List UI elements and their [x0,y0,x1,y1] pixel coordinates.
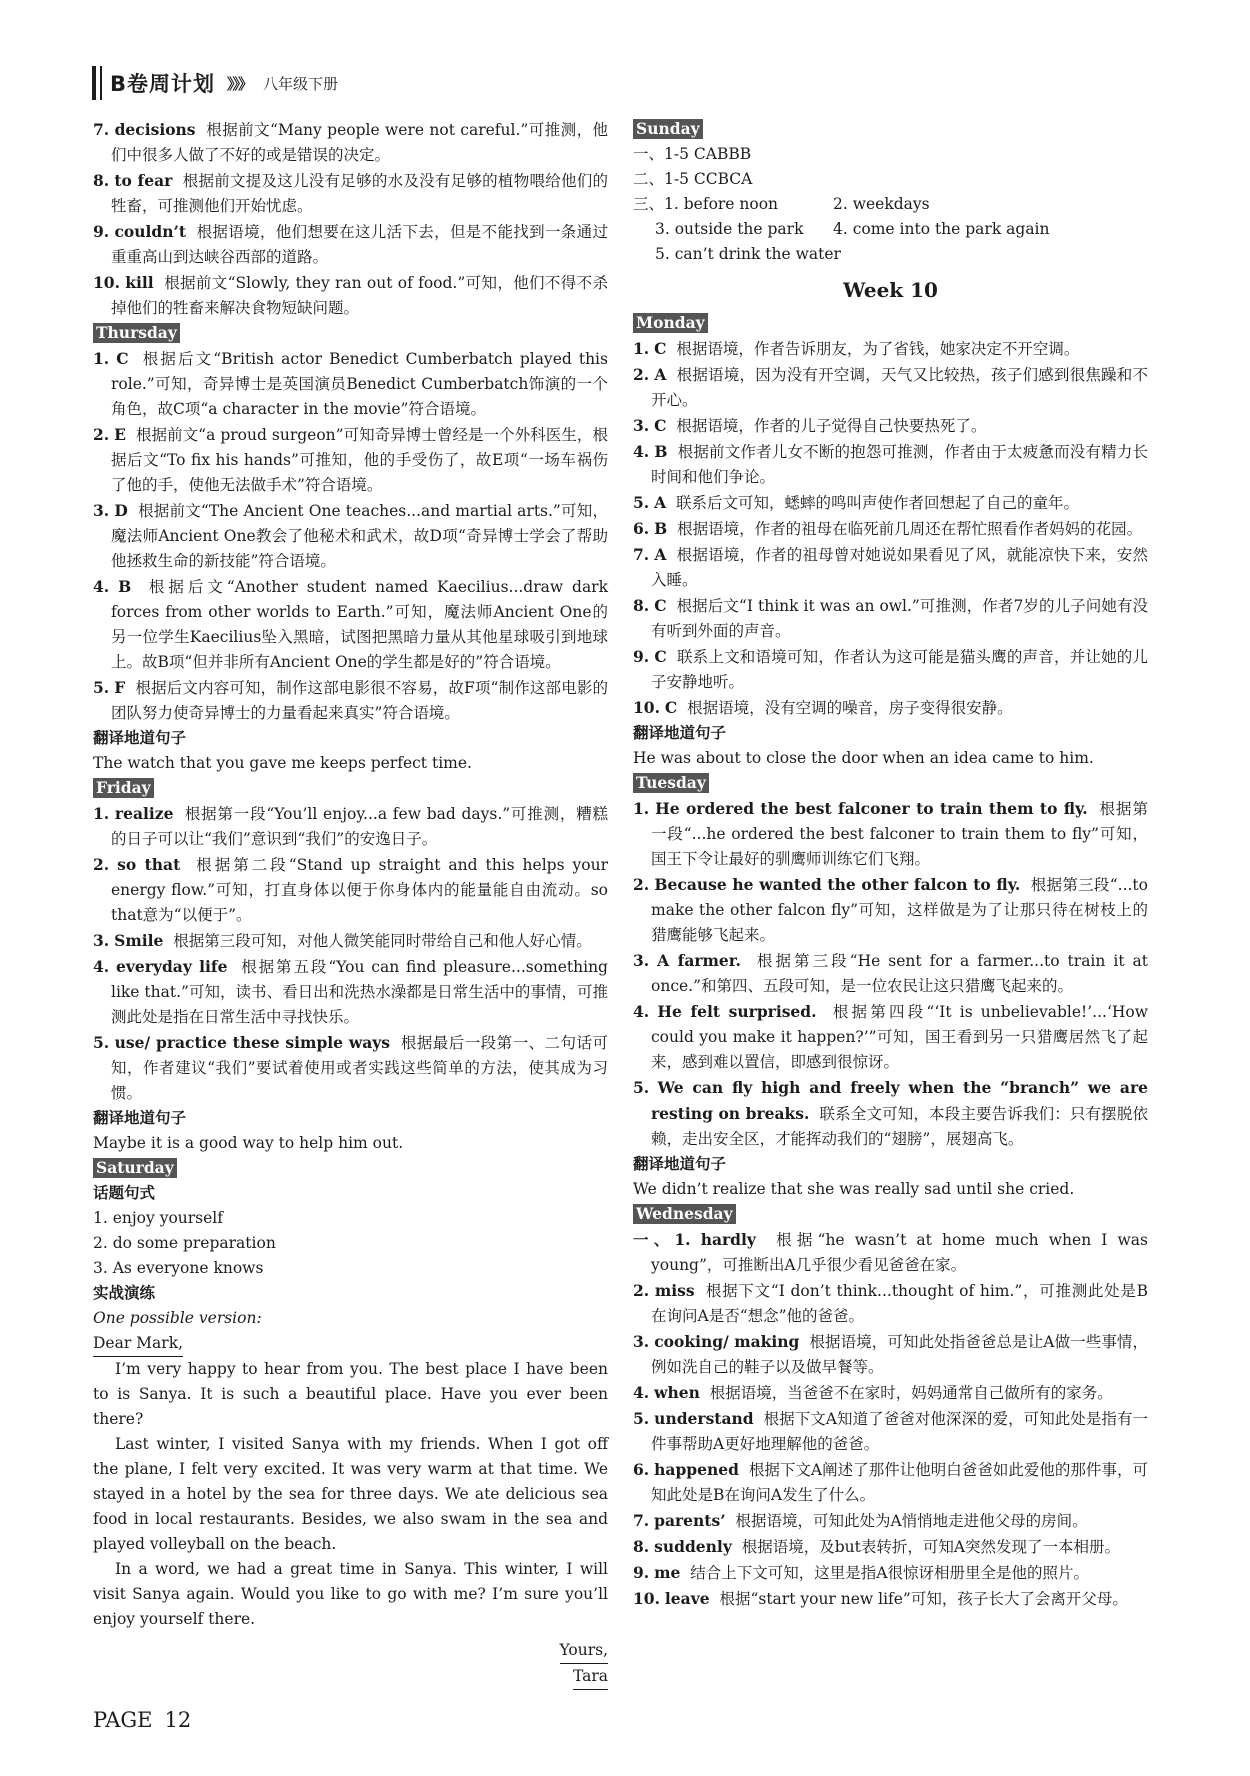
item-answer: when [654,1383,700,1402]
answer-item [633,644,1148,695]
item-explanation: 联系上文和语境可知，作者认为这可能是猫头鹰的声音，并让她的儿子安静地听。 [651,648,1148,691]
page-label: PAGE [93,1708,153,1732]
practice-heading: 实战演练 [93,1284,156,1302]
answer-item [633,542,1148,593]
header-title: B卷周计划 [110,72,216,96]
answer-item [93,219,608,270]
answer-item [93,574,608,675]
translation-heading: 翻译地道句子 [93,729,187,747]
monday-section [633,311,1148,771]
answer-item [633,1075,1148,1152]
item-answer: hardly [700,1230,756,1249]
item-answer: C [654,339,667,358]
item-number: 5. [633,1078,650,1097]
item-explanation: 根据后文“I think it was an owl.”可推测，作者7岁的儿子问她有没有听到外面的声音。 [651,597,1148,640]
answer-item [633,490,1148,516]
item-explanation: 根据语境，及but表转折，可知A突然发现了一本相册。 [741,1538,1121,1556]
header-bar-thin [100,66,102,100]
item-explanation: 根据前文“Slowly, they ran out of food.”可知，他们不得不杀掉他们的牲畜来解决食物短缺问题。 [111,274,608,317]
item-number: 1. [633,339,650,358]
item-answer: F [114,678,126,697]
answer-item [93,346,608,422]
item-explanation: 根据第一段“You’ll enjoy...a few bad days.”可推测，糟糕的日子可以让“我们”意识到“我们”的安逸日子。 [111,805,608,848]
item-number: 5. [93,678,110,697]
item-explanation: 根据语境，可知此处为A悄悄地走进他父母的房间。 [735,1512,1088,1530]
answer-item [633,695,1148,721]
answer-item [633,872,1148,948]
sunday-part-three-prefix: 三、 [633,195,665,213]
topic-item: 1. enjoy yourself [93,1209,223,1227]
answer-item [93,928,608,954]
item-answer: to fear [114,171,173,190]
item-number: 4. [633,1383,650,1402]
item-number: 7. [633,545,650,564]
item-answer: couldn’t [114,222,187,241]
item-explanation: 根据前文作者儿女不断的抱怨可推测，作者由于太疲惫而没有精力长时间和他们争论。 [651,443,1148,486]
sunday-answer: 2. weekdays [833,195,930,213]
item-number: 3. [633,951,650,970]
answer-item [633,516,1148,542]
item-answer: me [654,1563,681,1582]
item-explanation: 根据前文“Many people were not careful.”可推测，他们中很多人做了不好的或是错误的决定。 [111,121,609,164]
item-answer: A [654,365,667,384]
item-number: 3. [633,416,650,435]
answer-item [633,1406,1148,1457]
item-answer: decisions [114,120,196,139]
item-explanation: 根据下文A知道了爸爸对他深深的爱，可知此处是指有一件事帮助A更好地理解他的爸爸。 [651,1410,1148,1453]
answer-item [93,498,608,574]
item-number: 6. [633,1460,650,1479]
answer-item [633,796,1148,872]
item-explanation: 根据语境，作者的祖母在临死前几周还在帮忙照看作者妈妈的花园。 [677,520,1143,538]
item-explanation: 根据语境，因为没有开空调，天气又比较热，孩子们感到很焦躁和不开心。 [651,366,1148,409]
item-number: 10. [93,273,120,292]
answer-item [633,1380,1148,1406]
day-label-friday: Friday [93,778,154,798]
friday-section [93,776,608,1156]
item-number: 4. [93,577,110,596]
answer-list-top [93,117,608,321]
item-number: 4. [633,442,650,461]
translation-sentence: The watch that you gave me keeps perfect time. [93,754,472,772]
sunday-answer: 3. outside the park [655,220,804,238]
item-number: 3. [633,1332,650,1351]
topic-item: 2. do some preparation [93,1234,276,1252]
answer-item [633,593,1148,644]
item-number: 3. [93,501,110,520]
item-number: 9. [633,1563,650,1582]
item-number: 8. [633,596,650,615]
item-explanation: 根据第一段“...he ordered the best falconer to train them to fly”可知，国王下令让最好的驯鹰师训练它们飞翔。 [651,800,1148,868]
item-number: 4. [633,1002,650,1021]
item-answer: Because he wanted the other falcon to fly. [654,875,1021,894]
item-answer: A [654,493,667,512]
item-answer: use/ practice these simple ways [114,1033,391,1052]
page-header [92,66,338,100]
week-title: Week 10 [843,278,938,302]
item-answer: E [114,425,126,444]
sunday-part-two: 二、1-5 CCBCA [633,170,753,188]
item-answer: D [114,501,128,520]
saturday-section [93,1156,608,1690]
item-number: 6. [633,519,650,538]
item-explanation: 根据后文“Another student named Kaecilius...draw dark forces from other worlds to Earth.”可知，魔法师Ancient One的另一位学生Kaecilius坠入黑暗，试图把黑暗力量从其他星球吸引到地球上。故B项“但并非所有Ancient One的学生都是好的”符合语境。 [111,578,608,671]
header-chevrons: 》》》 [227,74,252,93]
page-number: 12 [164,1708,192,1732]
friday-answers [93,801,608,1106]
item-explanation: 根据第三段“...to make the other falcon fly”可知，这样做是为了让那只待在树枝上的猎鹰能够飞起来。 [651,876,1148,944]
day-label-tuesday: Tuesday [633,773,709,793]
item-answer: C [654,416,667,435]
item-number: 3. [93,931,110,950]
item-number: 5. [93,1033,110,1052]
item-number: 9. [633,647,650,666]
item-explanation: 根据语境，作者告诉朋友，为了省钱，她家决定不开空调。 [676,340,1080,358]
item-answer: cooking/ making [654,1332,800,1351]
item-number: 10. [633,698,660,717]
version-label: One possible version: [93,1309,262,1327]
item-answer: everyday life [116,957,228,976]
item-number: 2. [93,855,110,874]
topic-heading: 话题句式 [93,1184,156,1202]
item-answer: B [654,442,668,461]
translation-sentence: He was about to close the door when an idea came to him. [633,749,1094,767]
item-number: 1. [633,799,650,818]
item-answer: He felt surprised. [657,1002,817,1021]
item-answer: C [654,647,667,666]
monday-answers [633,336,1148,721]
letter-paragraph: In a word, we had a great time in Sanya. This winter, I will visit Sanya again. Would you like to go with me? I’m sure you’ll enjoy yourself there. [93,1560,608,1628]
right-column [633,117,1148,1612]
answer-item [633,1278,1148,1329]
day-label-monday: Monday [633,313,708,333]
item-explanation: 根据第五段“You can find pleasure...something like that.”可知，读书、看日出和洗热水澡都是日常生活中的事情，可推测此处是指在日常生活中寻找快乐。 [111,958,608,1026]
answer-item [633,362,1148,413]
sunday-part-one: 一、1-5 CABBB [633,145,752,163]
item-explanation: 根据语境，作者的祖母曾对她说如果看见了风，就能凉快下来，安然入睡。 [651,546,1148,589]
answer-item [93,1030,608,1106]
item-answer: A farmer. [657,951,741,970]
answer-item [633,1457,1148,1508]
item-explanation: 结合上下文可知，这里是指A很惊讶相册里全是他的照片。 [690,1564,1089,1582]
item-explanation: 根据前文提及这儿没有足够的水及没有足够的植物喂给他们的牲畜，可推测他们开始忧虑。 [111,172,609,215]
item-explanation: 联系全文可知，本段主要告诉我们：只有摆脱依赖，走出安全区，才能挥动我们的“翅膀”，展翅高飞。 [651,1105,1148,1148]
answer-item [633,1560,1148,1586]
sunday-answer: 4. come into the park again [833,220,1050,238]
answer-item [93,168,608,219]
item-number: 7. [93,120,110,139]
tuesday-answers [633,796,1148,1152]
thursday-answers [93,346,608,726]
item-answer: suddenly [654,1537,732,1556]
item-number: 2. [633,365,650,384]
answer-item [633,999,1148,1075]
sunday-answer: 1. before noon [664,195,779,213]
item-answer: realize [114,804,174,823]
page-footer [93,1708,191,1732]
tuesday-section [633,771,1148,1202]
item-number: 一、1. [633,1230,691,1249]
item-explanation: 根据后文“British actor Benedict Cumberbatch played this role.”可知，奇异博士是英国演员Benedict Cumberbatch饰演的一个角色，故C项“a character in the movie”符合语境。 [111,350,608,418]
item-answer: He ordered the best falconer to train them to fly. [655,799,1088,818]
item-answer: leave [664,1589,710,1608]
item-explanation: 根据第三段可知，对他人微笑能同时带给自己和他人好心情。 [173,932,592,950]
letter-closing: Yours, [560,1638,609,1664]
translation-heading: 翻译地道句子 [633,724,727,742]
answer-item [633,948,1148,999]
answer-item [93,270,608,321]
answer-item [93,675,608,726]
left-column [93,117,608,1690]
item-explanation: 根据第三段“He sent for a farmer...to train it at once.”和第四、五段可知，是一位农民让这只猎鹰飞起来的。 [651,952,1148,995]
item-number: 4. [93,957,110,976]
topic-item: 3. As everyone knows [93,1259,264,1277]
answer-item [633,1586,1148,1612]
item-number: 1. [93,804,110,823]
item-answer: C [116,349,129,368]
item-answer: B [118,577,132,596]
item-explanation: 根据语境，没有空调的噪音，房子变得很安静。 [687,699,1013,717]
item-number: 9. [93,222,110,241]
item-explanation: 根据第四段“‘It is unbelievable!’...‘How could you make it happen?’”可知，国王看到另一只猎鹰居然飞了起来，感到难以置信，即感到很惊讶。 [651,1003,1148,1071]
item-number: 8. [93,171,110,190]
item-explanation: 联系后文可知，蟋蟀的鸣叫声使作者回想起了自己的童年。 [676,494,1080,512]
item-number: 1. [93,349,110,368]
item-explanation: 根据后文内容可知，制作这部电影很不容易，故F项“制作这部电影的团队努力使奇异博士的力量看起来真实”符合语境。 [111,679,608,722]
wednesday-section [633,1202,1148,1612]
letter-paragraph: Last winter, I visited Sanya with my friends. When I got off the plane, I felt very excited. It was very warm at that time. We stayed in a hotel by the sea for three days. We ate delicious sea food in local restaurants. Besides, we also swam in the sea and played volleyball on the beach. [93,1435,608,1553]
item-answer: happened [654,1460,739,1479]
translation-heading: 翻译地道句子 [633,1155,727,1173]
letter-signature: Tara [573,1664,608,1690]
header-subtitle: 八年级下册 [263,74,339,93]
answer-item [633,413,1148,439]
item-number: 2. [633,875,650,894]
day-label-sunday: Sunday [633,119,703,139]
day-label-wednesday: Wednesday [633,1204,736,1224]
translation-sentence: We didn’t realize that she was really sad until she cried. [633,1180,1075,1198]
answer-item [633,439,1148,490]
wednesday-answers [633,1227,1148,1612]
item-answer: C [654,596,667,615]
item-explanation: 根据前文“The Ancient One teaches...and martial arts.”可知，魔法师Ancient One教会了他秘术和武术，故D项“奇异博士学会了帮助他拯救生命的新技能”符合语境。 [111,502,608,570]
item-answer: parents’ [654,1511,726,1530]
item-answer: B [654,519,668,538]
item-explanation: 根据“start your new life”可知，孩子长大了会离开父母。 [719,1590,1128,1608]
item-explanation: 根据第二段“Stand up straight and this helps your energy flow.”可知，打直身体以便于你身体内的能量能自由流动。so that意为“以便于”。 [111,856,608,924]
item-explanation: 根据下文“I don’t think...thought of him.”，可推测此处是B在询问A是否“想念”他的爸爸。 [651,1282,1148,1325]
item-answer: kill [125,273,154,292]
answer-item [633,1508,1148,1534]
answer-item [93,801,608,852]
answer-item [93,117,608,168]
thursday-section [93,321,608,776]
item-explanation: 根据语境，他们想要在这儿活下去，但是不能找到一条通过重重高山到达峡谷西部的道路。 [111,223,608,266]
item-answer: miss [654,1281,695,1300]
answer-item [93,422,608,498]
sunday-section [633,117,1148,267]
answer-item [633,1227,1148,1278]
item-number: 2. [93,425,110,444]
letter-paragraph: I’m very happy to hear from you. The best place I have been to is Sanya. It is such a beautiful place. Have you ever been there? [93,1360,608,1428]
item-number: 5. [633,1409,650,1428]
header-bar-thick [92,66,96,100]
item-number: 7. [633,1511,650,1530]
item-explanation: 根据语境，作者的儿子觉得自己快要热死了。 [676,417,987,435]
item-answer: understand [654,1409,754,1428]
item-explanation: 根据下文A阐述了那件让他明白爸爸如此爱他的那件事，可知此处是B在询问A发生了什么。 [651,1461,1148,1504]
item-number: 8. [633,1537,650,1556]
item-explanation: 根据语境，当爸爸不在家时，妈妈通常自己做所有的家务。 [709,1384,1113,1402]
answer-item [93,954,608,1030]
item-answer: Smile [114,931,164,950]
item-answer: A [654,545,667,564]
item-explanation: 根据语境，可知此处指爸爸总是让A做一些事情，例如洗自己的鞋子以及做早餐等。 [651,1333,1149,1376]
sunday-answer: 5. can’t drink the water [655,245,841,263]
translation-heading: 翻译地道句子 [93,1109,187,1127]
answer-item [633,1534,1148,1560]
translation-sentence: Maybe it is a good way to help him out. [93,1134,404,1152]
item-number: 10. [633,1589,660,1608]
item-answer: C [664,698,678,717]
item-explanation: 根据最后一段第一、二句话可知，作者建议“我们”要试着使用或者实践这些简单的方法，使其成为习惯。 [111,1034,608,1102]
item-explanation: 根据前文“a proud surgeon”可知奇异博士曾经是一个外科医生，根据后文“To fix his hands”可推知，他的手受伤了，故E项“一场车祸伤了他的手，使他无法做手术”符合语境。 [111,426,608,494]
day-label-thursday: Thursday [93,323,180,343]
item-answer: so that [117,855,181,874]
item-answer: We can fly high and freely when the “branch” we are resting on breaks. [651,1078,1148,1123]
item-number: 2. [633,1281,650,1300]
answer-item [633,1329,1148,1380]
answer-item [633,336,1148,362]
item-number: 5. [633,493,650,512]
answer-item [93,852,608,928]
item-explanation: 根据“he wasn’t at home much when I was young”，可推断出A几乎很少看见爸爸在家。 [651,1231,1148,1274]
day-label-saturday: Saturday [93,1158,177,1178]
letter-greeting: Dear Mark, [93,1331,183,1357]
